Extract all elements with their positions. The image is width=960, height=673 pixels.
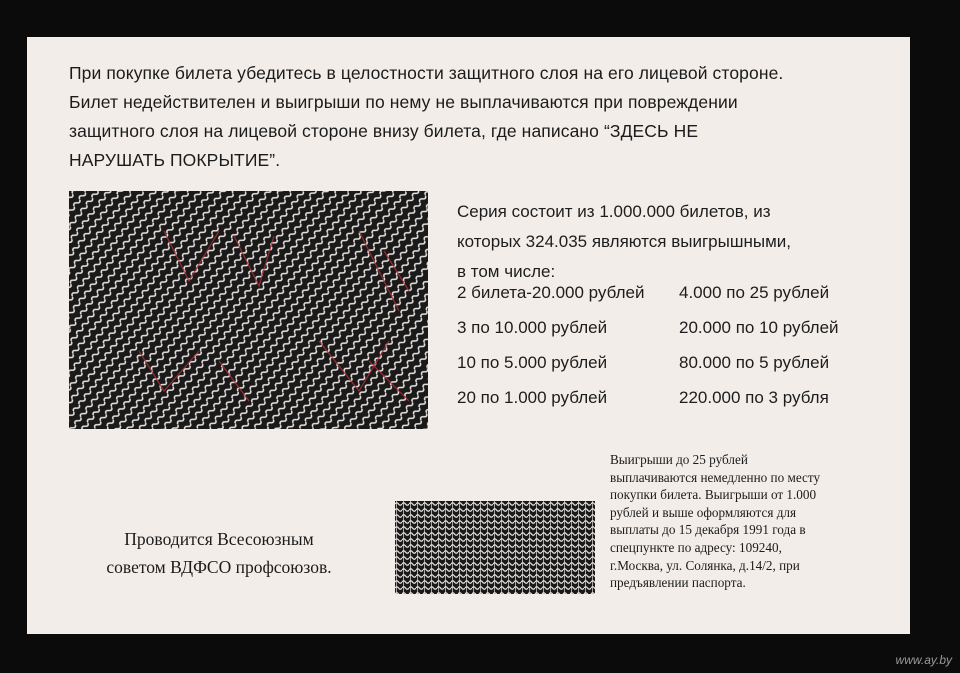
- security-pattern-small: [395, 501, 595, 594]
- security-pattern-large: [69, 191, 428, 429]
- intro-line: защитного слоя на лицевой стороне внизу билета, где написано “ЗДЕСЬ НЕ: [69, 121, 699, 141]
- prize-right: 80.000 по 5 рублей: [679, 353, 830, 372]
- prize-right: 20.000 по 10 рублей: [679, 318, 839, 337]
- organizer-note: [69, 525, 369, 581]
- series-line: Серия состоит из 1.000.000 билетов, из: [457, 202, 771, 221]
- prize-right: 220.000 по 3 рубля: [679, 388, 829, 407]
- prize-left: 3 по 10.000 рублей: [457, 318, 608, 337]
- organizer-line: Проводится Всесоюзным: [124, 529, 314, 549]
- intro-line: Билет недействителен и выигрыши по нему не выплачиваются при повреждении: [69, 92, 738, 112]
- intro-line: НАРУШАТЬ ПОКРЫТИЕ”.: [69, 150, 281, 170]
- series-line: которых 324.035 являются выигрышными,: [457, 232, 791, 251]
- intro-line: При покупке билета убедитесь в целостности защитного слоя на его лицевой стороне.: [69, 63, 784, 83]
- payout-conditions: [610, 451, 900, 592]
- prize-left: 20 по 1.000 рублей: [457, 388, 608, 407]
- payout-line: спецпункте по адресу: 109240,: [610, 539, 782, 555]
- prize-left: 2 билета-20.000 рублей: [457, 283, 645, 302]
- payout-line: г.Москва, ул. Солянка, д.14/2, при: [610, 557, 800, 573]
- prize-row: [457, 388, 887, 423]
- prize-left: 10 по 5.000 рублей: [457, 353, 608, 372]
- prize-row: [457, 318, 887, 353]
- series-info: [457, 197, 887, 287]
- payout-line: Выигрыши до 25 рублей: [610, 452, 748, 467]
- payout-line: предъявлении паспорта.: [610, 575, 746, 591]
- prize-row: [457, 353, 887, 388]
- prize-table: [457, 283, 887, 423]
- lottery-ticket-back: [27, 37, 910, 634]
- site-watermark: www.ay.by: [895, 653, 952, 667]
- prize-row: [457, 283, 887, 318]
- payout-line: выплачиваются немедленно по месту: [610, 469, 821, 485]
- series-line: в том числе:: [457, 262, 556, 281]
- payout-line: покупки билета. Выигрыши от 1.000: [610, 487, 817, 503]
- intro-paragraph: [69, 59, 889, 175]
- prize-right: 4.000 по 25 рублей: [679, 283, 830, 302]
- organizer-line: советом ВДФСО профсоюзов.: [106, 557, 332, 577]
- payout-line: выплаты до 15 декабря 1991 года в: [610, 522, 806, 538]
- payout-line: рублей и выше оформляются для: [610, 504, 797, 520]
